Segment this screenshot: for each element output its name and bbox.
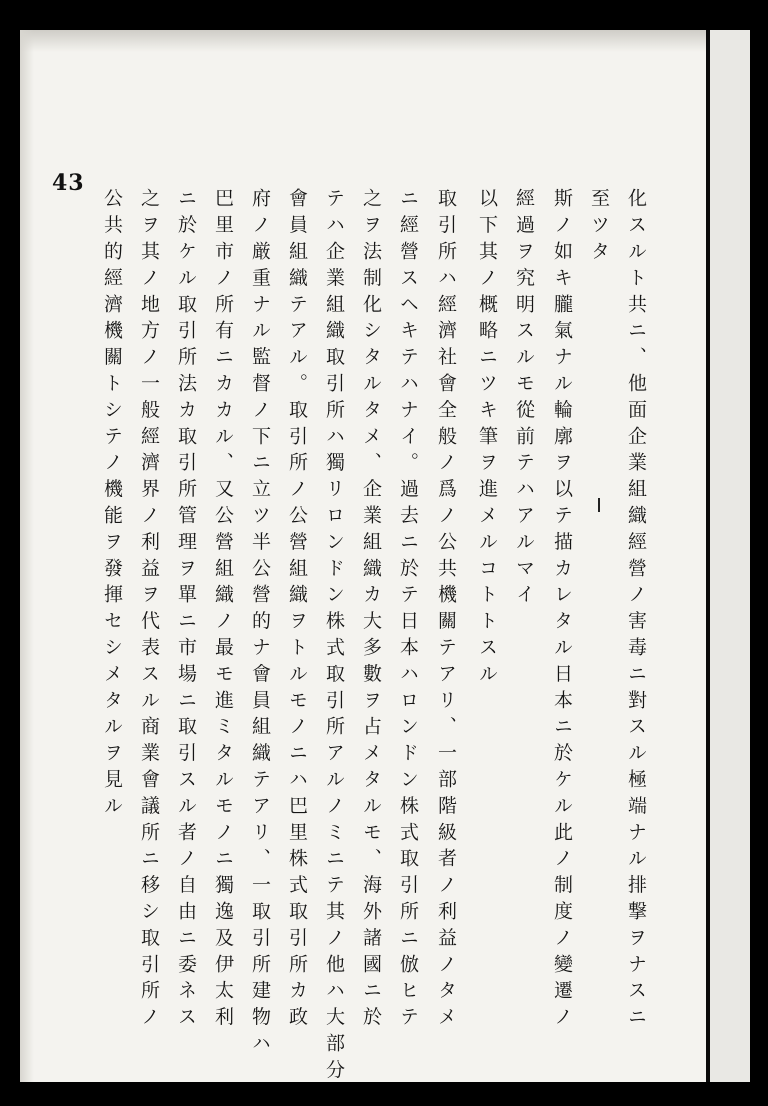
text-column-14: 之ヲ其ノ地方ノ一般經濟界ノ利益ヲ代表スル商業會議所ニ移シ取引所ノ (138, 188, 160, 1033)
text-column-6: 取引所ハ經濟社會全般ノ爲ノ公共機關テアリ、一部階級者ノ利益ノタメ (435, 188, 457, 1033)
text-column-10: 會員組織テアル。取引所ノ公營組織ヲトルモノニハ巴里株式取引所カ政 (286, 188, 308, 1033)
text-column-1: 化スルト共ニ、他面企業組織經營ノ害毒ニ對スル極端ナル排撃ヲナスニ (625, 188, 647, 1033)
text-column-8: 之ヲ法制化シタルタメ、企業組織カ大多數ヲ占メタルモ、海外諸國ニ於 (360, 188, 382, 1033)
text-column-13: ニ於ケル取引所法カ取引所管理ヲ單ニ市場ニ取引スル者ノ自由ニ委ネス (175, 188, 197, 1033)
margin-mark (598, 498, 600, 512)
page-number: 43 (52, 170, 85, 196)
text-column-15: 公共的經濟機關トシテノ機能ヲ發揮セシメタルヲ見ル (101, 188, 123, 822)
text-column-7: ニ經營スヘキテハナイ。過去ニ於テ日本ハロンドン株式取引所ニ倣ヒテ (397, 188, 419, 1033)
next-page-edge (710, 30, 750, 1082)
text-column-2: 至ツタ (588, 188, 610, 268)
text-column-4: 經過ヲ究明スルモ從前テハアルマイ (513, 188, 535, 611)
text-column-11: 府ノ厳重ナル監督ノ下ニ立ツ半公營的ナ會員組織テアリ、一取引所建物ハ (249, 188, 271, 1060)
text-column-12: 巴里市ノ所有ニカカル、又公營組織ノ最モ進ミタルモノニ獨逸及伊太利 (212, 188, 234, 1033)
text-column-3: 斯ノ如キ朧氣ナル輪廓ヲ以テ描カレタル日本ニ於ケル此ノ制度ノ變遷ノ (551, 188, 573, 1033)
text-column-9: テハ企業組織取引所ハ獨リロンドン株式取引所アルノミニテ其ノ他ハ大部分 (323, 188, 345, 1086)
text-column-5: 以下其ノ概略ニツキ筆ヲ進メルコトトスル (476, 188, 498, 690)
